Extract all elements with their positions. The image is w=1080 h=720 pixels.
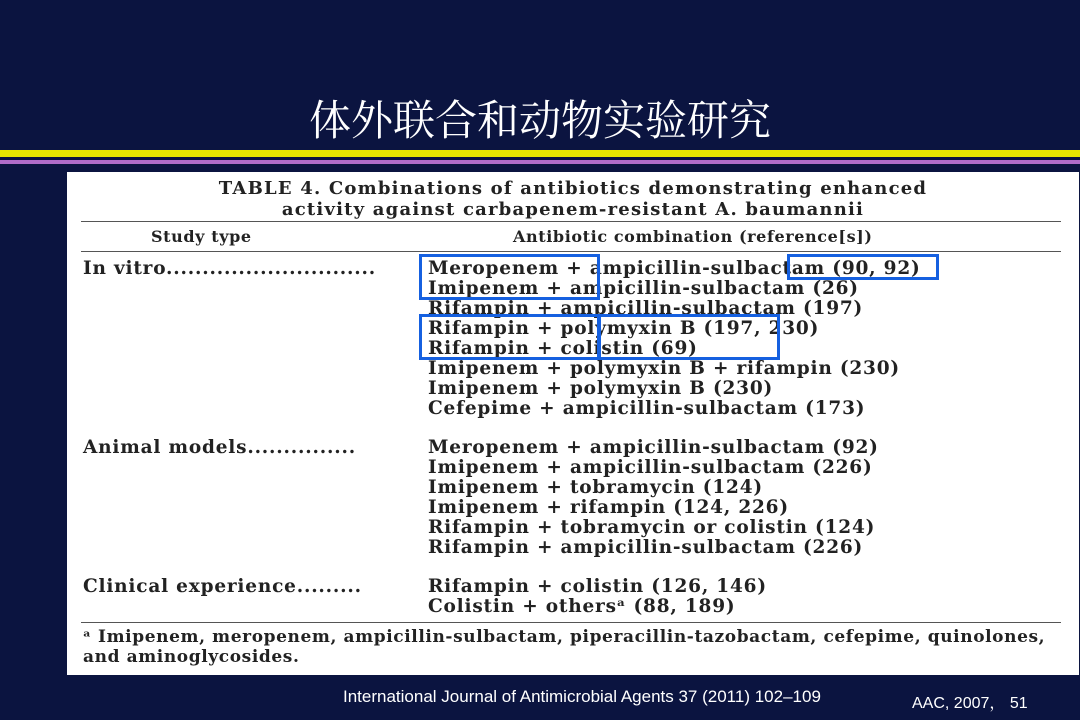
highlight-box-polymyxins bbox=[598, 314, 780, 360]
table-row: Rifampin + colistin (126, 146) bbox=[428, 576, 767, 597]
header-study-type: Study type bbox=[151, 227, 252, 246]
table-row: Meropenem + ampicillin-sulbactam (90, 92) bbox=[428, 258, 921, 279]
journal-citation: International Journal of Antimicrobial Agents 37 (2011) 102–109 bbox=[343, 687, 821, 706]
table-row: Colistin + othersᵃ (88, 189) bbox=[428, 596, 736, 617]
table-row: Rifampin + colistin (69) bbox=[428, 338, 698, 359]
table-title bbox=[67, 178, 1079, 220]
table-row: Cefepime + ampicillin-sulbactam (173) bbox=[428, 398, 866, 419]
table-row: Rifampin + polymyxin B (197, 230) bbox=[428, 318, 820, 339]
highlight-box-sulbactam bbox=[787, 254, 939, 280]
table-title-line-1: TABLE 4. Combinations of antibiotics demonstrating enhanced bbox=[218, 178, 928, 199]
title-underline-purple bbox=[0, 160, 1080, 164]
table-figure bbox=[67, 172, 1079, 675]
source-page-note: AAC, 2007， 51 bbox=[912, 695, 1028, 712]
table-rule-top bbox=[81, 221, 1061, 222]
slide-title: 体外联合和动物实验研究 bbox=[308, 96, 771, 145]
table-row: Imipenem + tobramycin (124) bbox=[428, 477, 763, 498]
title-underline-yellow bbox=[0, 150, 1080, 157]
highlight-box-rifampin bbox=[419, 314, 600, 360]
table-row: Imipenem + ampicillin-sulbactam (226) bbox=[428, 457, 873, 478]
table-row: Rifampin + ampicillin-sulbactam (197) bbox=[428, 298, 864, 319]
table-rule-bottom bbox=[81, 622, 1061, 623]
table-row: Imipenem + polymyxin B (230) bbox=[428, 378, 774, 399]
section-label-in-vitro: In vitro............................. bbox=[83, 258, 377, 279]
table-footnote: ᵃ Imipenem, meropenem, ampicillin-sulbactam, piperacillin-tazobactam, cefepime, quinolones, and aminoglycosides. bbox=[83, 627, 1046, 667]
section-label-animal-models: Animal models............... bbox=[83, 437, 356, 458]
table-row: Rifampin + tobramycin or colistin (124) bbox=[428, 517, 876, 538]
table-title-line-2: activity against carbapenem-resistant A. baumannii bbox=[281, 199, 865, 220]
table-rule-header bbox=[81, 251, 1061, 252]
table-row: Imipenem + polymyxin B + rifampin (230) bbox=[428, 358, 900, 379]
table-row: Imipenem + ampicillin-sulbactam (26) bbox=[428, 278, 859, 299]
table-row: Meropenem + ampicillin-sulbactam (92) bbox=[428, 437, 879, 458]
table-row: Imipenem + rifampin (124, 226) bbox=[428, 497, 789, 518]
highlight-box-carbapenems bbox=[419, 254, 600, 300]
table-row: Rifampin + ampicillin-sulbactam (226) bbox=[428, 537, 864, 558]
header-antibiotic-combination: Antibiotic combination (reference[s]) bbox=[513, 227, 873, 246]
section-label-clinical-experience: Clinical experience......... bbox=[83, 576, 362, 597]
